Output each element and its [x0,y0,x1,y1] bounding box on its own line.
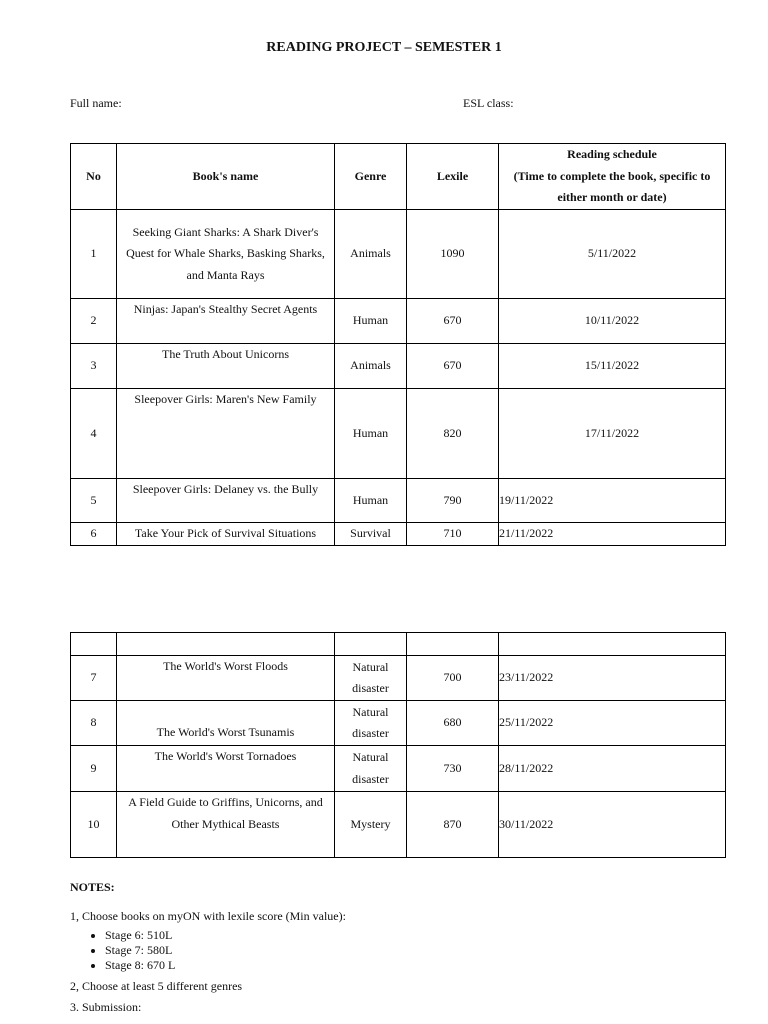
row-genre: Natural disaster [335,701,407,746]
schedule-line-3: either month or date) [557,190,667,205]
row-no: 2 [71,299,117,344]
notes-heading: NOTES: [70,880,115,894]
row-date: 21/11/2022 [499,523,726,546]
notes-item-3: 3. Submission: [70,1000,142,1014]
row-genre: Natural disaster [335,746,407,792]
row-book: Take Your Pick of Survival Situations [117,523,335,546]
row-no: 6 [71,523,117,546]
row-book: The World's Worst Tsunamis [117,701,335,746]
table-row [71,701,726,746]
notes-item-2: 2, Choose at least 5 different genres [70,979,243,993]
table-row [71,344,726,389]
row-date: 30/11/2022 [499,792,726,858]
row-date: 28/11/2022 [499,746,726,792]
row-genre: Mystery [335,792,407,858]
table-row-empty [71,633,726,656]
header-book-name: Book's name [117,144,335,210]
row-genre: Animals [335,210,407,299]
table-row [71,299,726,344]
row-lexile: 710 [407,523,499,546]
row-book: Ninjas: Japan's Stealthy Secret Agents [117,299,335,344]
full-name-label: Full name: [70,96,122,110]
esl-class-label: ESL class: [463,96,514,110]
row-book: The World's Worst Tornadoes [117,746,335,792]
row-lexile: 680 [407,701,499,746]
row-book: The World's Worst Floods [117,656,335,701]
table-header-row [71,144,726,210]
header-reading-schedule [499,144,726,210]
row-book: Seeking Giant Sharks: A Shark Diver's Quest for Whale Sharks, Basking Sharks, and Manta Rays [117,210,335,299]
row-no: 3 [71,344,117,389]
row-lexile: 730 [407,746,499,792]
empty-cell [407,633,499,656]
list-item: • Stage 7: 580L [105,943,730,958]
row-lexile: 670 [407,344,499,389]
schedule-line-2: (Time to complete the book, specific to [513,168,711,183]
notes-item-1: 1, Choose books on myON with lexile score (Min value): [70,909,346,923]
row-lexile: 670 [407,299,499,344]
row-lexile: 820 [407,389,499,479]
row-no: 4 [71,389,117,479]
row-genre: Survival [335,523,407,546]
row-lexile: 870 [407,792,499,858]
table-row [71,656,726,701]
row-lexile: 1090 [407,210,499,299]
header-no: No [71,144,117,210]
table-row [71,746,726,792]
empty-cell [499,633,726,656]
row-date: 17/11/2022 [499,389,726,479]
stage-list [70,928,730,973]
row-no: 1 [71,210,117,299]
row-no: 9 [71,746,117,792]
header-lexile: Lexile [407,144,499,210]
empty-cell [71,633,117,656]
row-book: Sleepover Girls: Delaney vs. the Bully [117,479,335,523]
table-row [71,479,726,523]
table-row [71,389,726,479]
row-genre: Human [335,479,407,523]
row-book: The Truth About Unicorns [117,344,335,389]
row-lexile: 700 [407,656,499,701]
row-genre: Human [335,389,407,479]
row-book: A Field Guide to Griffins, Unicorns, and Other Mythical Beasts [117,792,335,858]
row-date: 5/11/2022 [499,210,726,299]
row-no: 7 [71,656,117,701]
schedule-line-1: Reading schedule [567,147,657,162]
header-genre: Genre [335,144,407,210]
row-genre: Animals [335,344,407,389]
row-date: 23/11/2022 [499,656,726,701]
row-date: 15/11/2022 [499,344,726,389]
row-no: 8 [71,701,117,746]
row-date: 19/11/2022 [499,479,726,523]
row-book: Sleepover Girls: Maren's New Family [117,389,335,479]
empty-cell [117,633,335,656]
row-no: 5 [71,479,117,523]
table-row [71,210,726,299]
reading-table-2 [70,632,726,858]
row-date: 25/11/2022 [499,701,726,746]
table-row [71,792,726,858]
list-item: • Stage 6: 510L [105,928,730,943]
reading-table-1 [70,143,726,546]
list-item: • Stage 8: 670 L [105,958,730,973]
empty-cell [335,633,407,656]
page-title: READING PROJECT – SEMESTER 1 [266,40,502,55]
row-no: 10 [71,792,117,858]
table-row [71,523,726,546]
row-genre: Natural disaster [335,656,407,701]
notes-section [70,880,730,1015]
row-genre: Human [335,299,407,344]
row-date: 10/11/2022 [499,299,726,344]
row-lexile: 790 [407,479,499,523]
